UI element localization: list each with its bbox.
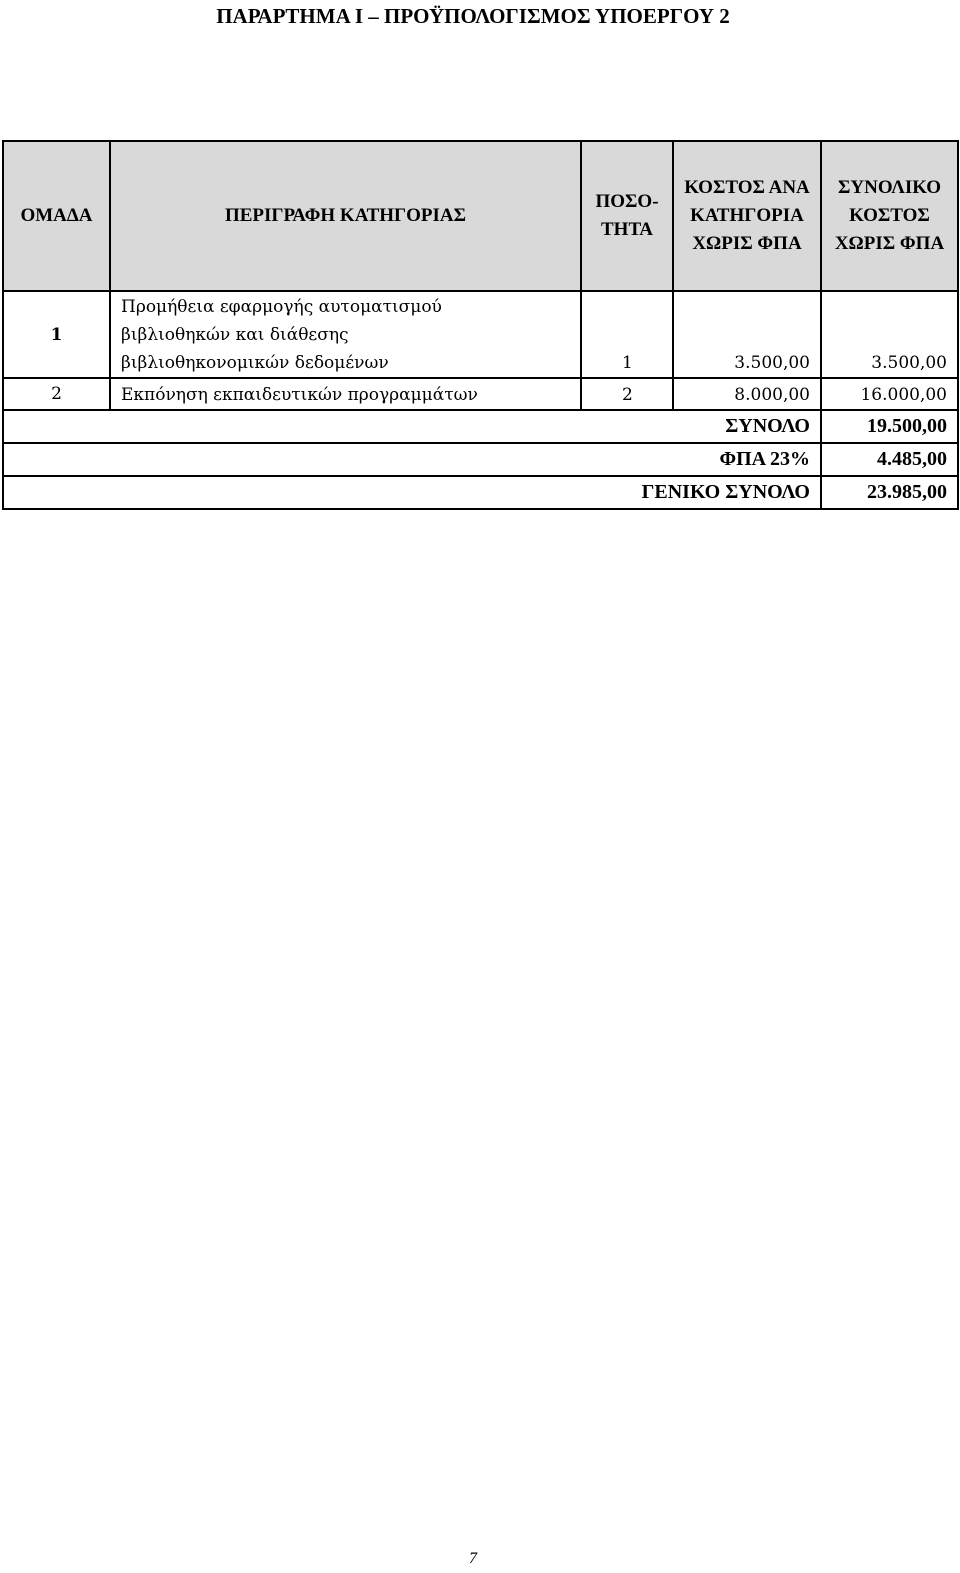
- header-total-cost: ΣΥΝΟΛΙΚΟ ΚΟΣΤΟΣ ΧΩΡΙΣ ΦΠΑ: [821, 141, 958, 291]
- grand-total-label: ΓΕΝΙΚΟ ΣΥΝΟΛΟ: [3, 476, 821, 509]
- total-value: 19.500,00: [821, 410, 958, 443]
- vat-label: ΦΠΑ 23%: [3, 443, 821, 476]
- row-unit-cost: 3.500,00: [673, 291, 821, 378]
- row-group: 1: [3, 291, 110, 378]
- row-total-cost: 3.500,00: [821, 291, 958, 378]
- total-label: ΣΥΝΟΛΟ: [3, 410, 821, 443]
- table-header-row: [3, 141, 958, 291]
- grand-total-row: [3, 476, 958, 509]
- header-description: ΠΕΡΙΓΡΑΦΗ ΚΑΤΗΓΟΡΙΑΣ: [110, 141, 581, 291]
- total-row: [3, 410, 958, 443]
- page-number: 7: [469, 1550, 477, 1567]
- row-unit-cost: 8.000,00: [673, 378, 821, 410]
- header-group: ΟΜΑΔΑ: [3, 141, 110, 291]
- table-row: [3, 378, 958, 410]
- grand-total-value: 23.985,00: [821, 476, 958, 509]
- header-unit-cost: ΚΟΣΤΟΣ ΑΝΑ ΚΑΤΗΓΟΡΙΑ ΧΩΡΙΣ ΦΠΑ: [673, 141, 821, 291]
- row-description: Εκπόνηση εκπαιδευτικών προγραμμάτων: [110, 378, 581, 410]
- vat-row: [3, 443, 958, 476]
- header-quantity: ΠΟΣΟ-ΤΗΤΑ: [581, 141, 673, 291]
- vat-value: 4.485,00: [821, 443, 958, 476]
- budget-table: [2, 140, 959, 510]
- document-title: ΠΑΡΑΡΤΗΜΑ Ι – ΠΡΟΫΠΟΛΟΓΙΣΜΟΣ ΥΠΟΕΡΓΟΥ 2: [216, 4, 730, 28]
- row-quantity: 1: [581, 291, 673, 378]
- row-total-cost: 16.000,00: [821, 378, 958, 410]
- table-row: [3, 291, 958, 378]
- row-group: 2: [3, 378, 110, 410]
- row-description: Προμήθεια εφαρμογής αυτοματισμού βιβλιοθηκών και διάθεσης βιβλιοθηκονομικών δεδομένων: [110, 291, 581, 378]
- row-quantity: 2: [581, 378, 673, 410]
